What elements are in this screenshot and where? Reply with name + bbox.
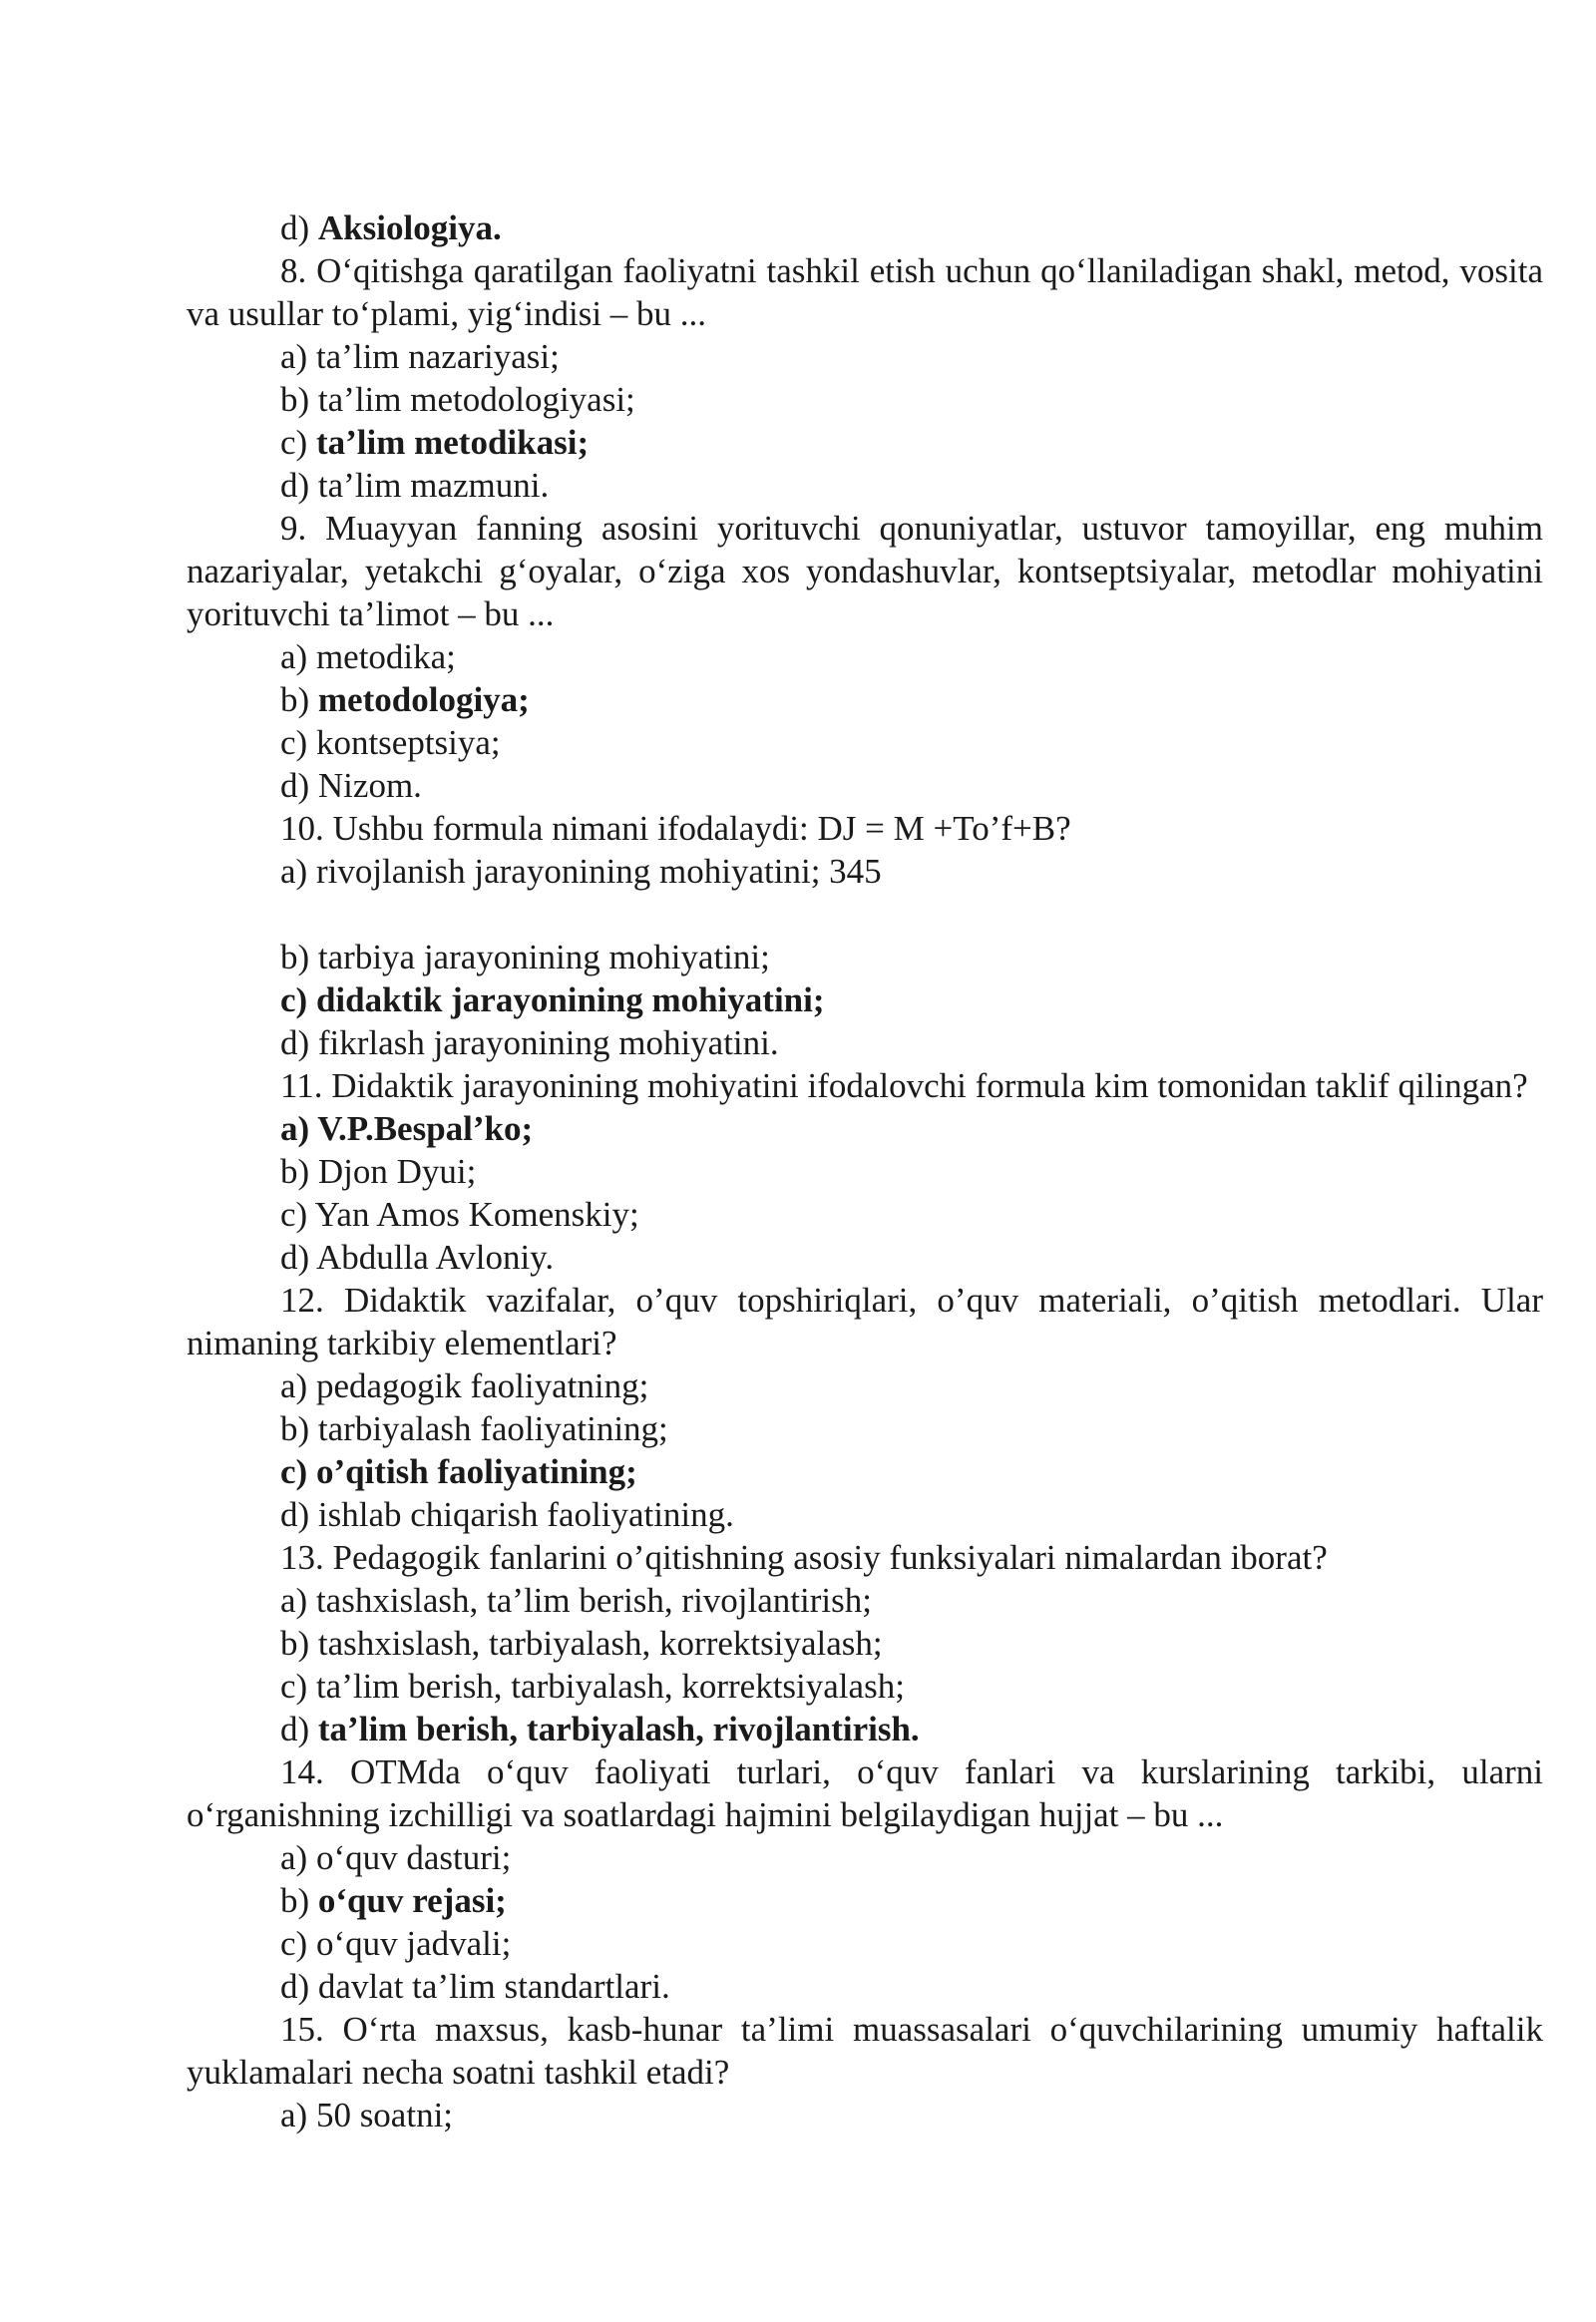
option-text: d) Abdulla Avloniy.: [280, 1238, 555, 1277]
option-text: c) o‘quv jadvali;: [280, 1924, 512, 1963]
option-text: d): [280, 1710, 318, 1748]
question-text: 12. Didaktik vazifalar, o’quv topshiriqlari, o’quv materiali, o’qitish metodlari. Ular nimaning tarkibiy elementlari?: [187, 1281, 1543, 1362]
answer-option: [187, 721, 1543, 764]
answer-option: [187, 1407, 1543, 1450]
option-text: a) metodika;: [280, 637, 456, 676]
correct-answer-text: metodologiya;: [317, 680, 530, 719]
answer-option: [187, 1107, 1543, 1150]
answer-option: [187, 1665, 1543, 1708]
option-text: b) ta’lim metodologiyasi;: [280, 380, 635, 419]
option-text: b) tashxislash, tarbiyalash, korrektsiyalash;: [280, 1624, 883, 1663]
question-text: 15. O‘rta maxsus, kasb-hunar ta’limi muassasalari o‘quvchilarining umumiy haftalik yuklamalari necha soatni tashkil etadi?: [187, 2010, 1543, 2092]
answer-option: [187, 1879, 1543, 1922]
option-text: d): [280, 208, 318, 247]
option-text: b): [280, 680, 318, 719]
answer-option: [187, 978, 1543, 1021]
answer-option: [187, 1193, 1543, 1236]
question-text: 14. OTMda o‘quv faoliyati turlari, o‘quv fanlari va kurslarining tarkibi, ularni o‘rganishning izchilligi va soatlardagi hajmini belgilaydigan hujjat – bu ...: [187, 1752, 1543, 1834]
option-text: 10. Ushbu formula nimani ifodalaydi: DJ = M +To’f+B?: [280, 809, 1071, 848]
option-text: d) ishlab chiqarish faoliyatining.: [280, 1495, 734, 1534]
answer-option: [187, 764, 1543, 807]
question-text: 8. O‘qitishga qaratilgan faoliyatni tashkil etish uchun qo‘llaniladigan shakl, metod, vosita va usullar to‘plami, yig‘indisi – bu ...: [187, 251, 1543, 333]
option-text: d) fikrlash jarayonining mohiyatini.: [280, 1023, 779, 1062]
document-page: [187, 206, 1543, 2136]
correct-answer-text: o‘quv rejasi;: [317, 1881, 507, 1920]
option-text: 13. Pedagogik fanlarini o’qitishning asosiy funksiyalari nimalardan iborat?: [280, 1538, 1328, 1577]
option-text: a) ta’lim nazariyasi;: [280, 337, 560, 376]
answer-option: [187, 1579, 1543, 1622]
option-text: c): [280, 423, 316, 462]
correct-answer-text: ta’lim metodikasi;: [315, 423, 590, 462]
answer-option: [187, 1450, 1543, 1493]
answer-option: [187, 1965, 1543, 2008]
answer-option: [187, 1536, 1543, 1579]
option-text: a) o‘quv dasturi;: [280, 1838, 512, 1877]
answer-option: [187, 1493, 1543, 1536]
answer-option: [187, 1364, 1543, 1407]
answer-option: [187, 807, 1543, 850]
option-text: b) tarbiyalash faoliyatining;: [280, 1409, 668, 1448]
blank-line: [187, 893, 1543, 936]
answer-option: [187, 850, 1543, 893]
option-text: c) kontseptsiya;: [280, 723, 501, 762]
option-text: b) Djon Dyui;: [280, 1152, 477, 1191]
option-text: b) tarbiya jarayonining mohiyatini;: [280, 938, 770, 976]
option-text: b): [280, 1881, 318, 1920]
answer-option: [187, 936, 1543, 978]
correct-answer-text: c) didaktik jarayonining mohiyatini;: [280, 980, 825, 1019]
answer-option: [187, 1708, 1543, 1750]
option-text: a) tashxislash, ta’lim berish, rivojlantirish;: [280, 1581, 872, 1620]
answer-option: [187, 1836, 1543, 1879]
answer-option: [187, 464, 1543, 507]
answer-option: [187, 335, 1543, 378]
answer-option: [187, 1236, 1543, 1279]
answer-option: [187, 378, 1543, 421]
question-text: 11. Didaktik jarayonining mohiyatini ifodalovchi formula kim tomonidan taklif qilingan?: [280, 1066, 1528, 1105]
option-text: a) 50 soatni;: [280, 2096, 454, 2134]
option-text: d) davlat ta’lim standartlari.: [280, 1967, 670, 2006]
answer-option: [187, 421, 1543, 464]
answer-option: [187, 635, 1543, 678]
correct-answer-text: a) V.P.Bespal’ko;: [280, 1109, 534, 1148]
question-text: 9. Muayyan fanning asosini yorituvchi qonuniyatlar, ustuvor tamoyillar, eng muhim nazariyalar, yetakchi g‘oyalar, o‘ziga xos yondashuvlar, kontseptsiyalar, metodlar mohiyatini yorituvchi ta’limot – bu ...: [187, 509, 1543, 633]
option-text: c) Yan Amos Komenskiy;: [280, 1195, 639, 1234]
option-text: d) ta’lim mazmuni.: [280, 466, 550, 505]
answer-option: [187, 1150, 1543, 1193]
answer-option: [187, 1922, 1543, 1965]
answer-option: [187, 1622, 1543, 1665]
option-text: a) pedagogik faoliyatning;: [280, 1366, 649, 1405]
option-text: d) Nizom.: [280, 766, 422, 805]
correct-answer-text: c) o’qitish faoliyatining;: [280, 1452, 637, 1491]
correct-answer-text: Aksiologiya.: [317, 208, 502, 247]
answer-option: [187, 1021, 1543, 1064]
option-text: a) rivojlanish jarayonining mohiyatini; 345: [280, 852, 882, 891]
answer-option: [187, 678, 1543, 721]
correct-answer-text: ta’lim berish, tarbiyalash, rivojlantirish.: [317, 1710, 920, 1748]
answer-option: [187, 206, 1543, 249]
option-text: c) ta’lim berish, tarbiyalash, korrektsiyalash;: [280, 1667, 905, 1706]
answer-option: [187, 2094, 1543, 2136]
